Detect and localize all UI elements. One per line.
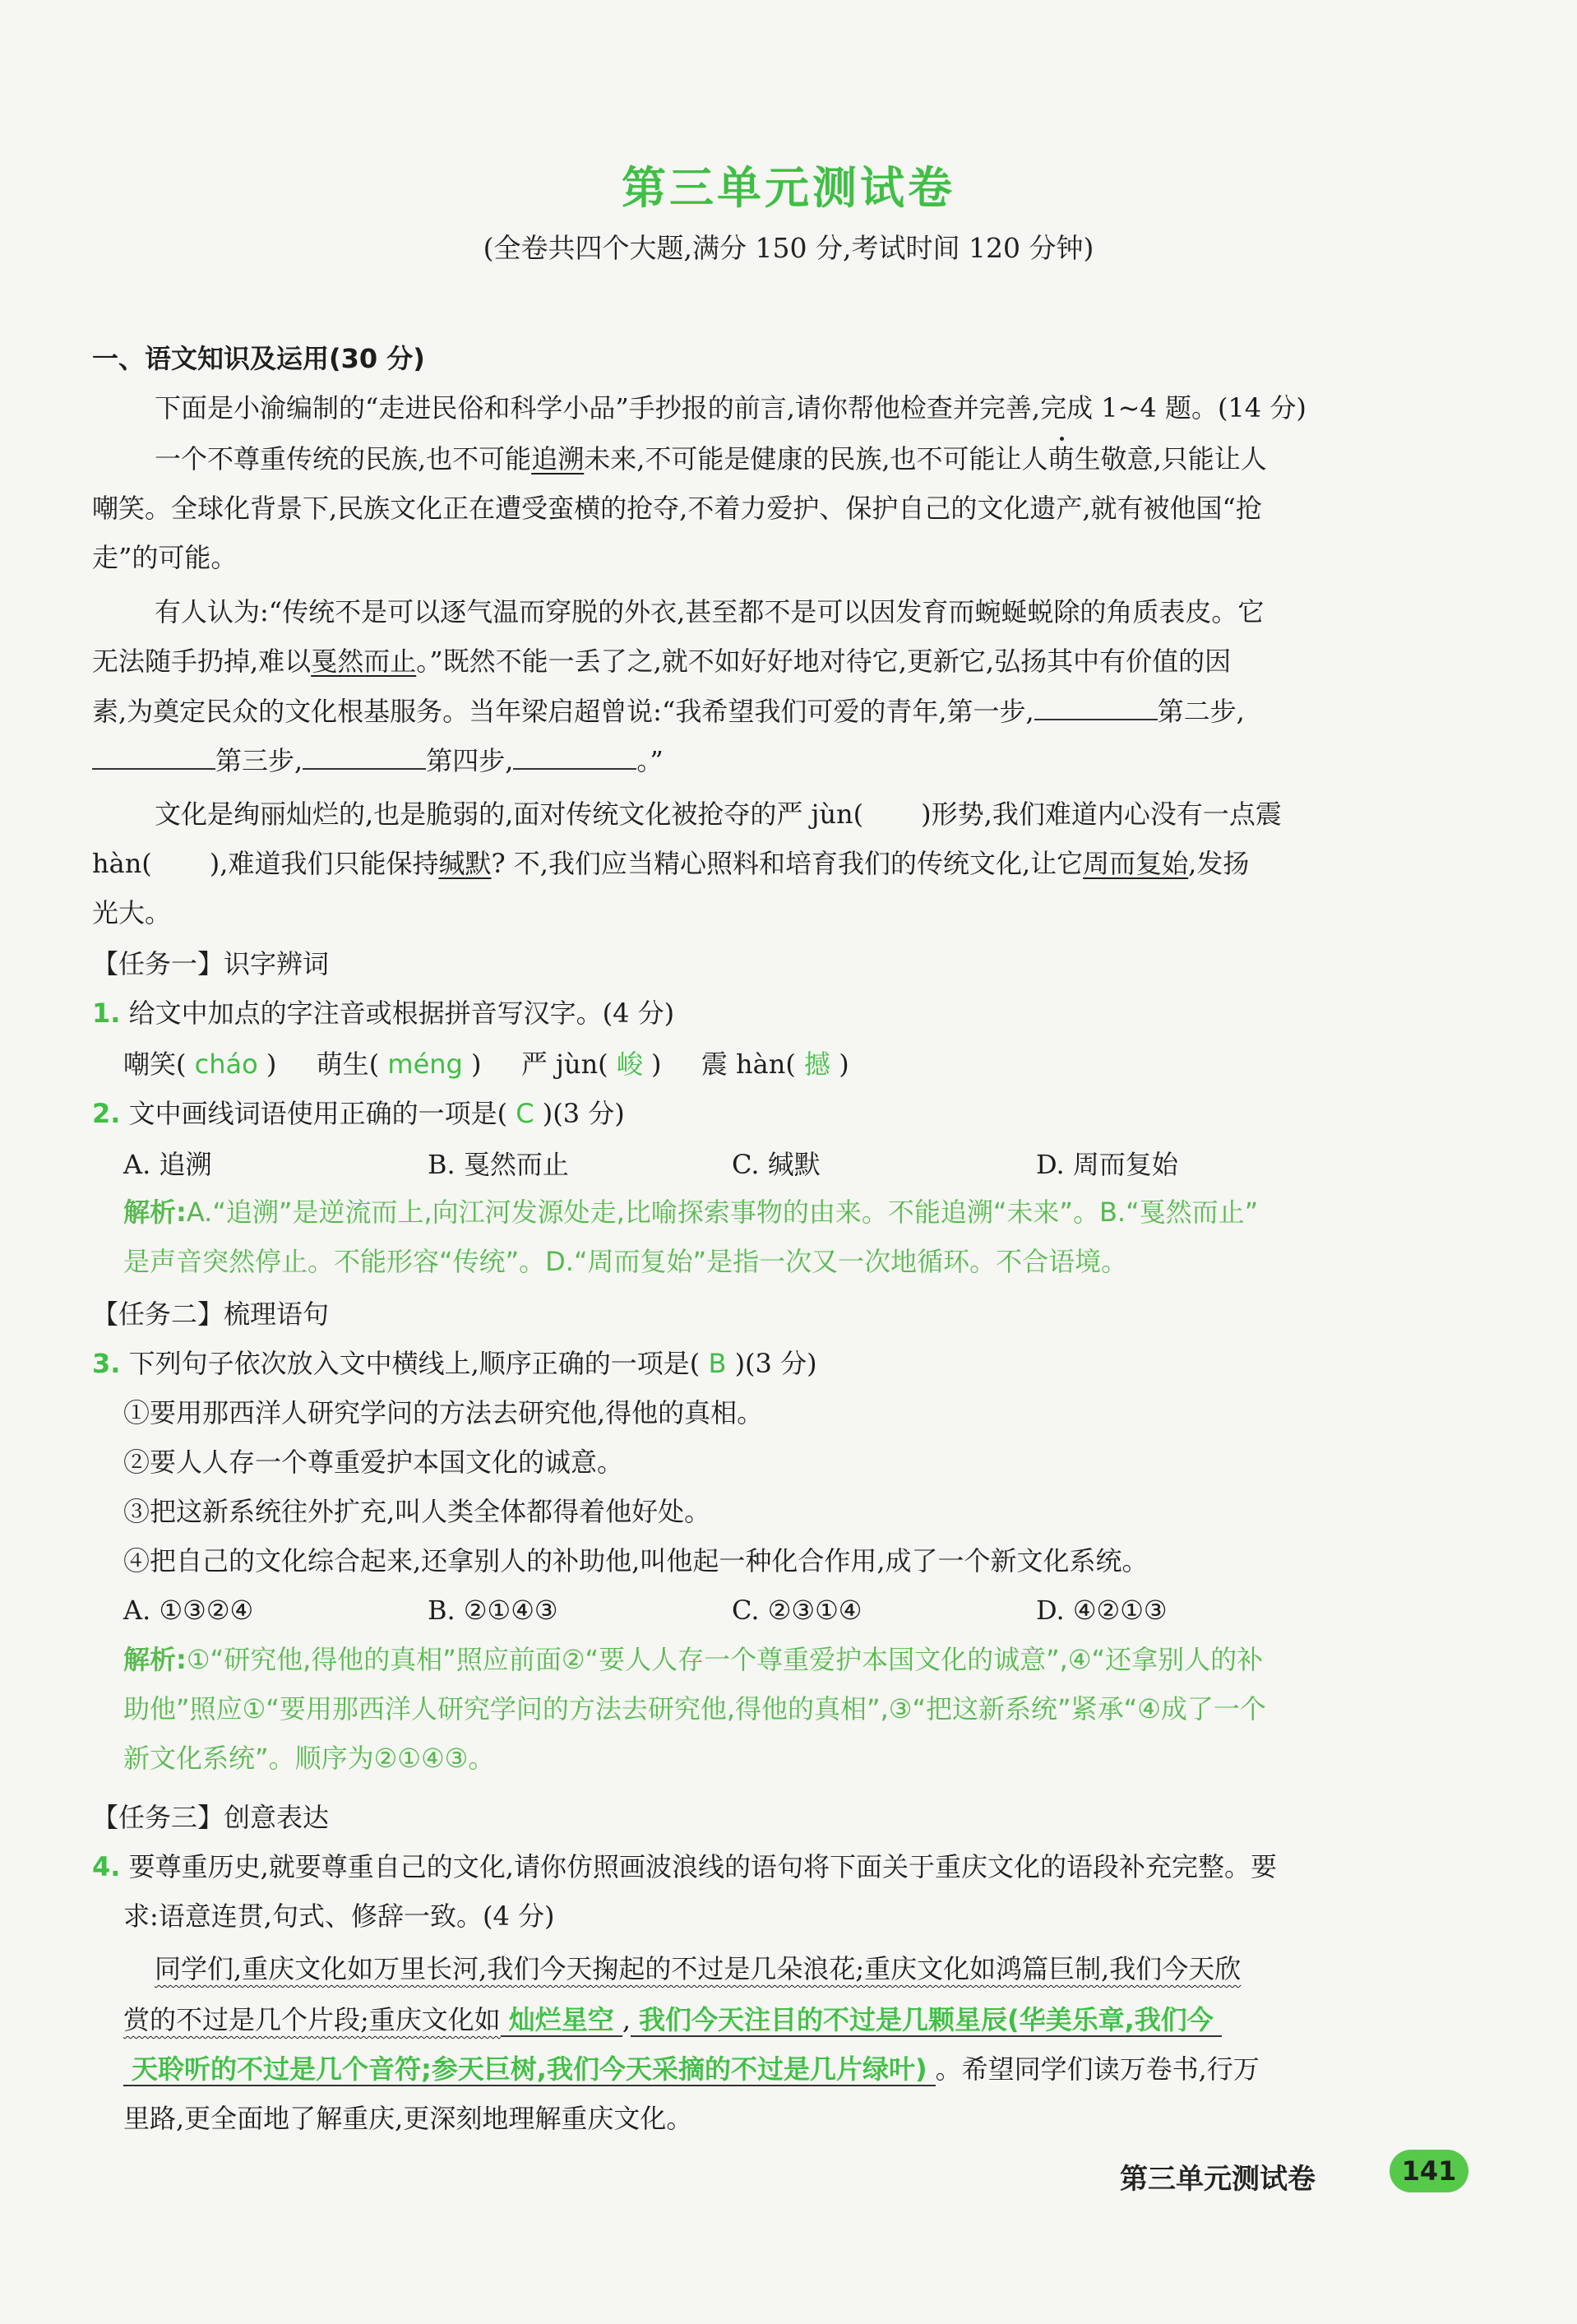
exam-info: (全卷共四个大题,满分 150 分,考试时间 120 分钟) [483,232,1094,264]
passage-3-line-2: hàn( ),难道我们只能保持缄默? 不,我们应当精心照料和培育我们的传统文化,让它周而复始,发扬 [92,848,1250,879]
task-1-heading: 【任务一】识字辨词 [92,948,330,979]
question-4-paragraph-line-2: 赏的不过是几个片段;重庆文化如 灿烂星空 , 我们今天注目的不过是几颗星辰(华美乐章,我们今 [123,2003,1521,2036]
answer-item: 严 jùn( 峻 ) [520,1049,662,1080]
sentence-4: ④把自己的文化综合起来,还拿别人的补助他,叫他起一种化合作用,成了一个新文化系统。 [123,1545,1149,1576]
dotted-char: 萌 [1047,443,1075,475]
option-c[interactable]: C. 缄默 [732,1149,821,1180]
underlined-word: 追溯 [531,443,585,475]
passage-3-line-3: 光大。 [92,897,172,928]
answer-item: 震 hàn( 撼 ) [701,1049,849,1080]
question-2-analysis: 解析:A.“追溯”是逆流而上,向江河发源处走,比喻探索事物的由来。不能追溯“未来”。B.“戛然而止” [123,1197,1259,1228]
option-b[interactable]: B. 戛然而止 [428,1149,569,1180]
blank-line[interactable] [92,743,215,770]
blank-line[interactable] [1034,694,1158,720]
sentence-3: ③把这新系统往外扩充,叫人类全体都得着他好处。 [123,1496,711,1527]
underlined-word: 戛然而止 [311,646,417,677]
passage-2-line-2: 无法随手扔掉,难以戛然而止。”既然不能一丢了之,就不如好好地对待它,更新它,弘扬其中有价值的因 [92,646,1232,677]
option-a[interactable]: A. 追溯 [123,1149,212,1180]
question-3-options [123,1594,1521,1627]
section-heading: 一、语文知识及运用(30 分) [92,343,425,374]
passage-2-line-4: 第三步, 第四步, 。” [92,743,1490,777]
task-3-heading: 【任务三】创意表达 [92,1802,330,1833]
option-c[interactable]: C. ②③①④ [732,1595,862,1626]
question-3-analysis-cont: 新文化系统”。顺序为②①④③。 [123,1743,495,1774]
question-4-paragraph: 同学们,重庆文化如万里长河,我们今天掬起的不过是几朵浪花;重庆文化如鸿篇巨制,我们今天欣 [155,1953,1242,1984]
question-3: 3. 下列句子依次放入文中横线上,顺序正确的一项是( B )(3 分) [92,1348,817,1379]
passage-1-line-2: 嘲笑。全球化背景下,民族文化正在遭受蛮横的抢夺,不着力爱护、保护自己的文化遗产,就有被他国“抢 [92,493,1262,524]
question-2-analysis-cont: 是声音突然停止。不能形容“传统”。D.“周而复始”是指一次又一次地循环。不合语境。 [123,1246,1128,1277]
option-d[interactable]: D. ④②①③ [1036,1595,1168,1626]
page-title: 第三单元测试卷 [622,162,955,214]
question-4-paragraph-line-3: 天聆听的不过是几个音符;参天巨树,我们今天采摘的不过是几片绿叶) 。希望同学们读万卷书,行万 [123,2053,1521,2086]
sentence-1: ①要用那西洋人研究学问的方法去研究他,得他的真相。 [123,1397,764,1428]
question-2-options [123,1148,1521,1181]
answer-fill: 天聆听的不过是几个音符;参天巨树,我们今天采摘的不过是几片绿叶) [123,2053,936,2086]
question-4-paragraph-line-4: 里路,更全面地了解重庆,更深刻地理解重庆文化。 [123,2103,693,2134]
option-a[interactable]: A. ①③②④ [123,1595,254,1626]
answer-item: 嘲笑( cháo ) [123,1049,277,1080]
page-number-badge: 141 [1390,2150,1468,2192]
task-2-heading: 【任务二】梳理语句 [92,1299,330,1330]
blank-line[interactable] [303,743,426,770]
passage-3-line-1: 文化是绚丽灿烂的,也是脆弱的,面对传统文化被抢夺的严 jùn( )形势,我们难道内心没有一点震 [155,799,1282,830]
blank-line[interactable] [513,743,636,770]
answer-fill: 灿烂星空 [501,2004,622,2037]
question-1: 1. 给文中加点的字注音或根据拼音写汉字。(4 分) [92,998,675,1029]
passage-1-line-1: 一个不尊重传统的民族,也不可能追溯未来,不可能是健康的民族,也不可能让人萌生敬意,只能让人 [155,443,1267,475]
section-intro: 下面是小渝编制的“走进民俗和科学小品”手抄报的前言,请你帮他检查并完善,完成 1~4 题。(14 分) [155,392,1306,424]
answer-choice: C [516,1098,534,1129]
answer-fill: 我们今天注目的不过是几颗星辰(华美乐章,我们今 [631,2004,1222,2037]
option-b[interactable]: B. ②①④③ [428,1595,558,1626]
sentence-2: ②要人人存一个尊重爱护本国文化的诚意。 [123,1447,624,1478]
option-d[interactable]: D. 周而复始 [1036,1149,1178,1180]
passage-2-line-3: 素,为奠定民众的文化根基服务。当年梁启超曾说:“我希望我们可爱的青年,第一步, 第二步, [92,696,1245,727]
underlined-word: 周而复始 [1083,848,1189,879]
question-3-analysis-cont: 助他”照应①“要用那西洋人研究学问的方法去研究他,得他的真相”,③“把这新系统”紧承“④成了一个 [123,1693,1266,1724]
question-1-answers [123,1048,1521,1081]
question-2: 2. 文中画线词语使用正确的一项是( C )(3 分) [92,1098,625,1129]
footer-title: 第三单元测试卷 [1120,2163,1316,2196]
answer-item: 萌生( méng ) [316,1049,482,1080]
passage-2-line-1: 有人认为:“传统不是可以逐气温而穿脱的外衣,甚至都不是可以因发育而蜿蜒蜕除的角质表皮。它 [155,596,1265,627]
question-3-analysis: 解析:①“研究他,得他的真相”照应前面②“要人人存一个尊重爱护本国文化的诚意”,④“还拿别人的补 [123,1644,1264,1675]
question-4: 4. 要尊重历史,就要尊重自己的文化,请你仿照画波浪线的语句将下面关于重庆文化的语段补充完整。要 [92,1851,1277,1882]
question-4-cont: 求:语意连贯,句式、修辞一致。(4 分) [123,1900,555,1932]
underlined-word: 缄默 [438,848,492,879]
passage-1-line-3: 走”的可能。 [92,542,238,573]
answer-choice: B [708,1348,727,1379]
